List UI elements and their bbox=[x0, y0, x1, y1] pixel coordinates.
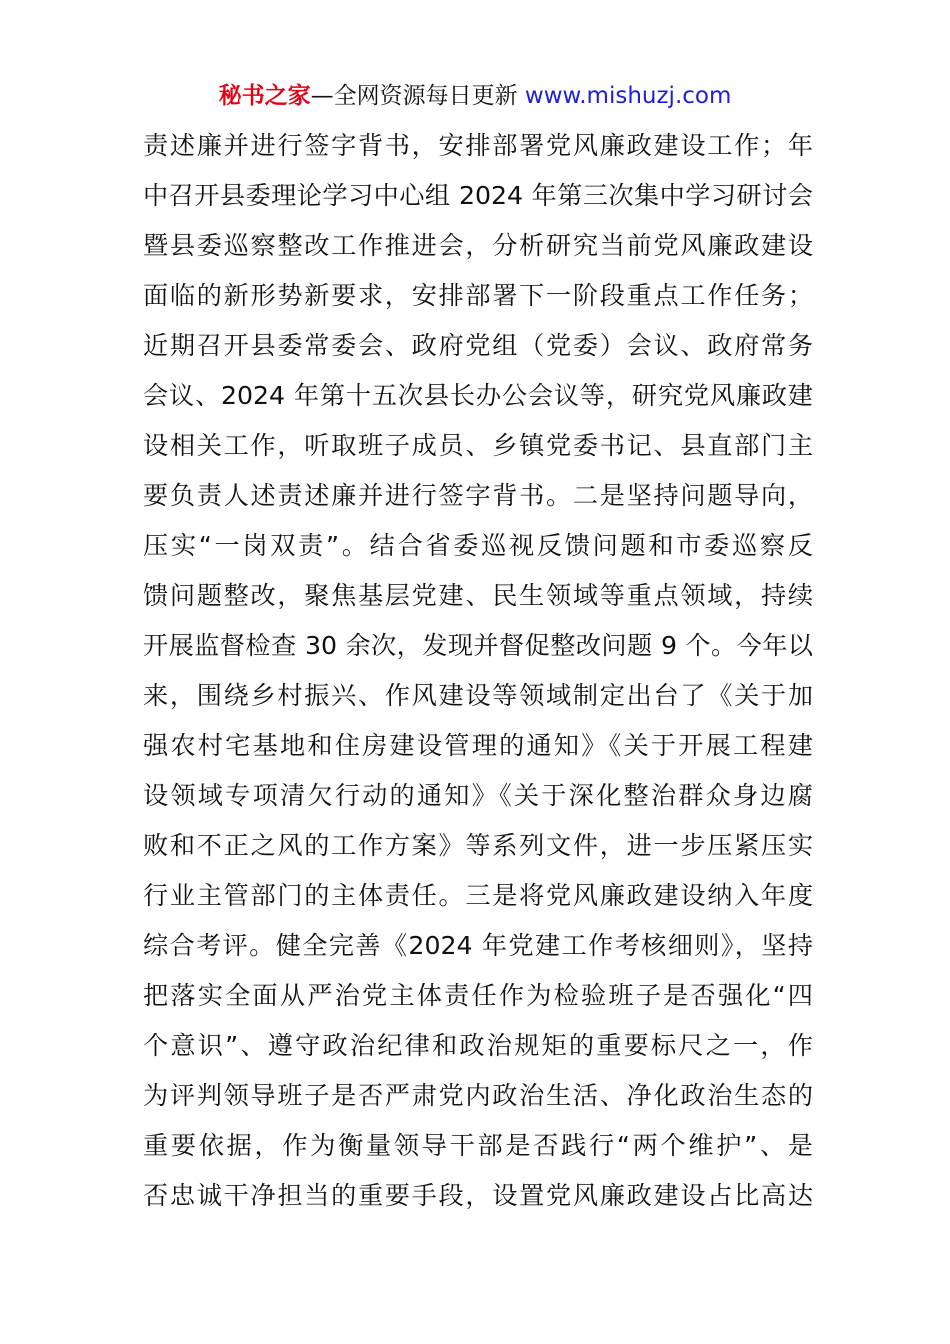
text-line: 开展监督检查 30 余次，发现并督促整改问题 9 个。今年以 bbox=[143, 631, 813, 660]
text-line: 设领域专项清欠行动的通知》《关于深化整治群众身边腐 bbox=[143, 781, 813, 810]
text-line: 把落实全面从严治党主体责任作为检验班子是否强化“四 bbox=[143, 981, 813, 1010]
text-line: 个意识”、遵守政治纪律和政治规矩的重要标尺之一，作 bbox=[143, 1031, 813, 1060]
site-url-link[interactable]: www.mishuzj.com bbox=[524, 83, 732, 109]
text-line: 压实“一岗双责”。结合省委巡视反馈问题和市委巡察反 bbox=[143, 531, 813, 560]
text-line: 设相关工作，听取班子成员、乡镇党委书记、县直部门主 bbox=[143, 431, 813, 460]
text-line: 强农村宅基地和住房建设管理的通知》《关于开展工程建 bbox=[143, 731, 813, 760]
text-line: 为评判领导班子是否严肃党内政治生活、净化政治生态的 bbox=[143, 1081, 813, 1110]
site-brand: 秘书之家 bbox=[218, 83, 311, 109]
text-line: 败和不正之风的工作方案》等系列文件，进一步压紧压实 bbox=[143, 831, 813, 860]
text-line: 否忠诚干净担当的重要手段，设置党风廉政建设占比高达 bbox=[143, 1181, 813, 1210]
text-line: 综合考评。健全完善《2024 年党建工作考核细则》，坚持 bbox=[143, 931, 813, 960]
text-line: 暨县委巡察整改工作推进会，分析研究当前党风廉政建设 bbox=[143, 231, 813, 260]
text-line: 中召开县委理论学习中心组 2024 年第三次集中学习研讨会 bbox=[143, 181, 813, 210]
site-header bbox=[0, 80, 950, 112]
text-line: 要负责人述责述廉并进行签字背书。二是坚持问题导向， bbox=[143, 481, 813, 510]
text-line: 馈问题整改，聚焦基层党建、民生领域等重点领域，持续 bbox=[143, 581, 813, 610]
site-tagline: —全网资源每日更新 bbox=[310, 83, 525, 109]
text-line: 面临的新形势新要求，安排部署下一阶段重点工作任务； bbox=[143, 281, 813, 310]
text-line: 会议、2024 年第十五次县长办公会议等，研究党风廉政建 bbox=[143, 381, 813, 410]
document-body bbox=[143, 121, 813, 1221]
text-line: 近期召开县委常委会、政府党组（党委）会议、政府常务 bbox=[143, 331, 813, 360]
text-line: 来，围绕乡村振兴、作风建设等领域制定出台了《关于加 bbox=[143, 681, 813, 710]
text-line: 责述廉并进行签字背书，安排部署党风廉政建设工作；年 bbox=[143, 131, 813, 160]
text-line: 重要依据，作为衡量领导干部是否践行“两个维护”、是 bbox=[143, 1131, 813, 1160]
text-line: 行业主管部门的主体责任。三是将党风廉政建设纳入年度 bbox=[143, 881, 813, 910]
